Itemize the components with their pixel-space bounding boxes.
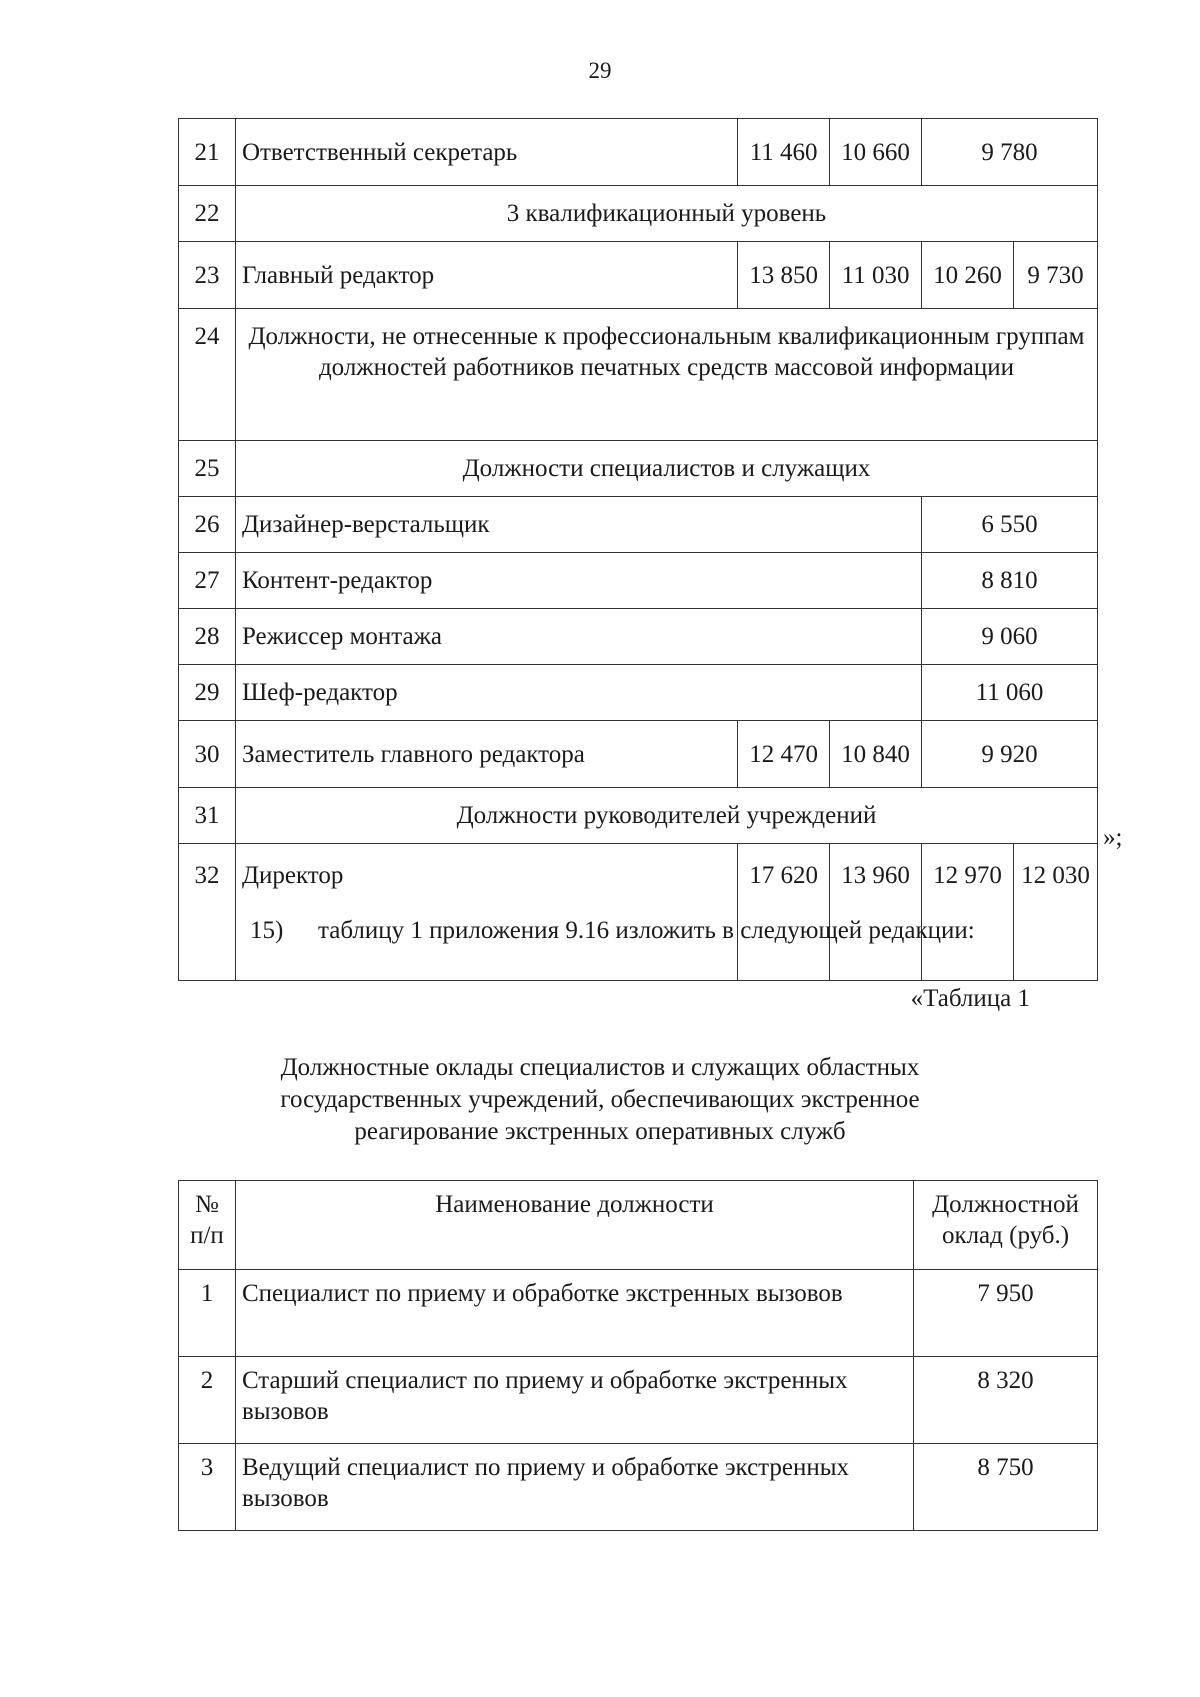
salary-value: 11 030 xyxy=(830,242,922,309)
salary-value: 11 060 xyxy=(922,665,1098,721)
table-row: 1 Специалист по приему и обработке экстренных вызовов 7 950 xyxy=(179,1270,1098,1357)
salary-value: 12 970 xyxy=(922,844,1014,981)
table-label: «Таблица 1 xyxy=(910,985,1030,1012)
header-name: Наименование должности xyxy=(235,1181,913,1270)
section-heading: Должности, не отнесенные к профессиональным квалификационным группам должностей работников печатных средств массовой информации xyxy=(235,309,1097,441)
salary-value: 9 920 xyxy=(922,721,1098,788)
item-text: таблицу 1 приложения 9.16 изложить в следующей редакции: xyxy=(318,917,975,944)
salary-value: 10 660 xyxy=(830,119,922,186)
salary-value: 10 260 xyxy=(922,242,1014,309)
position-name: Дизайнер-верстальщик xyxy=(235,497,921,553)
section-heading: Должности руководителей учреждений xyxy=(235,788,1097,844)
table-row: 29 Шеф-редактор 11 060 xyxy=(179,665,1098,721)
table-row: 28 Режиссер монтажа 9 060 xyxy=(179,609,1098,665)
salary-table-continued xyxy=(178,118,1098,981)
header-num: № п/п xyxy=(179,1181,236,1270)
salary-value: 11 460 xyxy=(738,119,830,186)
position-name: Главный редактор xyxy=(235,242,737,309)
salary-value: 9 730 xyxy=(1013,242,1097,309)
salary-value: 13 960 xyxy=(830,844,922,981)
table-row: 26 Дизайнер-верстальщик 6 550 xyxy=(179,497,1098,553)
salary-value: 13 850 xyxy=(738,242,830,309)
position-name: Заместитель главного редактора xyxy=(235,721,737,788)
table-row: 27 Контент-редактор 8 810 xyxy=(179,553,1098,609)
table-header-row xyxy=(179,1181,1098,1270)
salary-value: 10 840 xyxy=(830,721,922,788)
salary-value: 8 810 xyxy=(922,553,1098,609)
table-row: 31 Должности руководителей учреждений xyxy=(179,788,1098,844)
page-number: 29 xyxy=(588,58,612,83)
salary-value: 17 620 xyxy=(738,844,830,981)
table-title: Должностные оклады специалистов и служащих областных государственных учреждений, обеспечивающих экстренное реагирование экстренных оперативных служб xyxy=(280,1054,920,1145)
salary-value: 8 320 xyxy=(914,1357,1098,1444)
item-number: 15) xyxy=(250,917,284,944)
position-name: Ведущий специалист по приему и обработке экстренных вызовов xyxy=(235,1444,913,1531)
salary-value: 6 550 xyxy=(922,497,1098,553)
salary-value: 12 470 xyxy=(738,721,830,788)
position-name: Директор xyxy=(235,844,737,981)
table-row: 24 Должности, не отнесенные к профессиональным квалификационным группам должностей работников печатных средств массовой информации xyxy=(179,309,1098,441)
table-row: 2 Старший специалист по приему и обработке экстренных вызовов 8 320 xyxy=(179,1357,1098,1444)
table-row: 30 Заместитель главного редактора 12 470 10 840 9 920 xyxy=(179,721,1098,788)
salary-value: 12 030 xyxy=(1013,844,1097,981)
salary-value: 9 780 xyxy=(922,119,1098,186)
salary-value: 7 950 xyxy=(914,1270,1098,1357)
amendment-item xyxy=(250,917,975,945)
section-heading: 3 квалификационный уровень xyxy=(235,186,1097,242)
table-row: 32 Директор 17 620 13 960 12 970 12 030 xyxy=(179,844,1098,981)
table-row: 25 Должности специалистов и служащих xyxy=(179,441,1098,497)
closing-quote: »; xyxy=(1103,824,1123,851)
position-name: Контент-редактор xyxy=(235,553,921,609)
header-salary: Должностной оклад (руб.) xyxy=(914,1181,1098,1270)
position-name: Режиссер монтажа xyxy=(235,609,921,665)
table-row: 23 Главный редактор 13 850 11 030 10 260 9 730 xyxy=(179,242,1098,309)
section-heading: Должности специалистов и служащих xyxy=(235,441,1097,497)
salary-table-1 xyxy=(178,1180,1098,1531)
table-row: 21 Ответственный секретарь 11 460 10 660 9 780 xyxy=(179,119,1098,186)
salary-value: 8 750 xyxy=(914,1444,1098,1531)
salary-value: 9 060 xyxy=(922,609,1098,665)
position-name: Ответственный секретарь xyxy=(235,119,737,186)
position-name: Шеф-редактор xyxy=(235,665,921,721)
position-name: Специалист по приему и обработке экстренных вызовов xyxy=(235,1270,913,1357)
table-row: 3 Ведущий специалист по приему и обработке экстренных вызовов 8 750 xyxy=(179,1444,1098,1531)
position-name: Старший специалист по приему и обработке экстренных вызовов xyxy=(235,1357,913,1444)
table-row: 22 3 квалификационный уровень xyxy=(179,186,1098,242)
